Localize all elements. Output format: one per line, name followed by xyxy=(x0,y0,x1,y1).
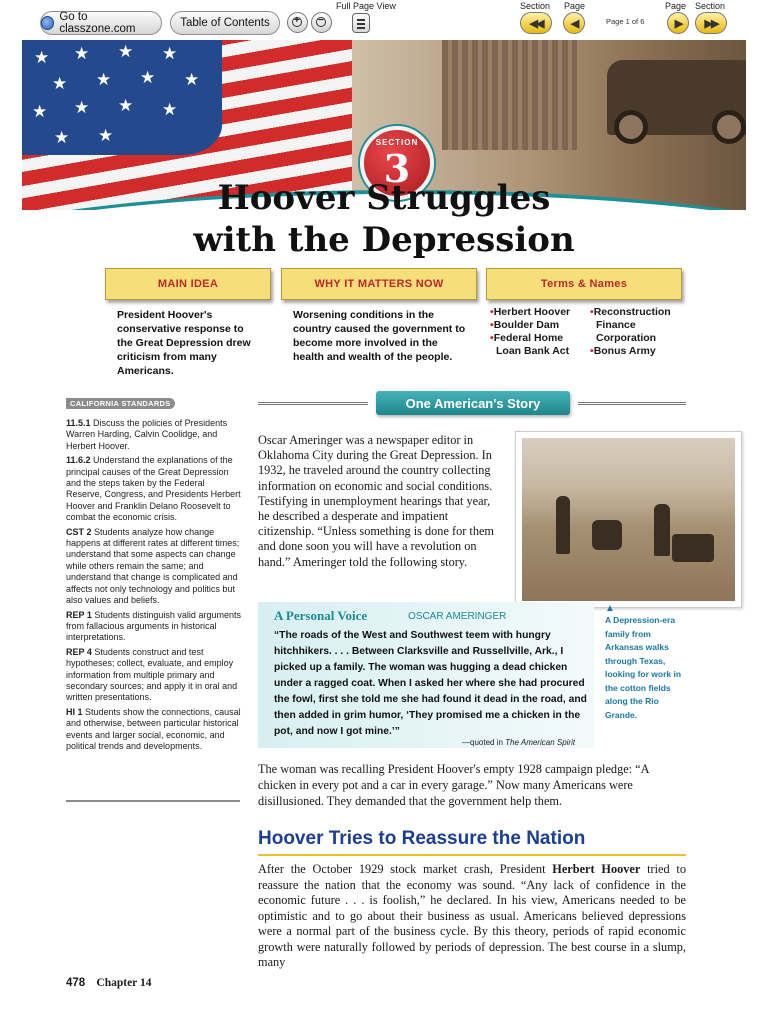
previous-section-button[interactable]: ◀◀ xyxy=(520,12,552,34)
page-indicator: Page 1 of 6 xyxy=(606,17,645,26)
personal-voice-quote: “The roads of the West and Southwest teem with hungry hitchhikers. . . . Between Clarksville and Russellville, Ark., I picked up a family. The woman was hugging a dead chicken under a ragged coat. When I asked her where she had procured the fowl, first she told me she had found it dead in the road, and then added in grim humor, ‘They promised me a chicken in the pot, and now I got mine.’” xyxy=(274,630,587,737)
full-page-view-label: Full Page View xyxy=(336,1,396,11)
main-idea-text: President Hoover's conservative response to the Great Depression drew criticism from many Americans. xyxy=(117,309,251,377)
divider xyxy=(258,402,368,405)
photo-caption: A Depression-era family from Arkansas walks through Texas, looking for work in the cotton fields along the Rio Grande. xyxy=(605,615,682,720)
page-number: 478 xyxy=(66,977,86,989)
why-it-matters-text: Worsening conditions in the country caused the government to become more involved in the health and wealth of the people. xyxy=(293,309,466,363)
term-item[interactable]: •Reconstruction Finance Corporation xyxy=(590,306,671,344)
caption-pointer-icon: ▲ xyxy=(605,603,615,614)
terms-and-names-label: Terms & Names xyxy=(486,268,682,300)
main-idea-label: MAIN IDEA xyxy=(105,268,271,300)
standard-item: CST 2 Students analyze how change happens at different rates at different times; understand that some aspects can change while others remain the same; and understand that change is complicated and affects not only technology and politics but also values and beliefs. xyxy=(66,526,240,606)
quote-attribution: —quoted in The American Spirit xyxy=(462,738,576,747)
go-to-classzone-button[interactable] xyxy=(40,11,162,35)
full-page-view-icon[interactable] xyxy=(352,13,370,33)
standard-item: 11.6.2 Understand the explanations of the principal causes of the Great Depression and the steps taken by the Federal Reserve, Congress, and Presidents Herbert Hoover and Franklin Delano Roosevelt to combat the economic crisis. xyxy=(66,455,241,523)
divider xyxy=(578,402,686,405)
table-of-contents-button[interactable] xyxy=(170,11,280,35)
california-standards-list xyxy=(66,418,242,755)
previous-page-button[interactable]: ◀ xyxy=(563,12,585,34)
section-badge: SECTION 3 xyxy=(360,126,434,200)
term-item[interactable]: •Bonus Army xyxy=(590,345,656,357)
section-heading: Hoover Tries to Reassure the Nation xyxy=(258,828,586,849)
term-item[interactable]: •Federal Home Loan Bank Act xyxy=(490,332,570,357)
standard-item: 11.5.1 Discuss the policies of Presidents Warren Harding, Calvin Coolidge, and Herbert Hoover. xyxy=(66,418,228,451)
divider xyxy=(66,800,240,802)
next-page-button[interactable]: ▶ xyxy=(667,12,689,34)
story-paragraph: Oscar Ameringer was a newspaper editor in Oklahoma City during the Great Depression. In 1932, he traveled around the country collecting information on economic and social conditions. Testifying in unemployment hearings that year, he described a desperate and impatient citizenship. “Unless something is done for them and done soon you will have a revolution on hand.” Ameringer told the following story. xyxy=(258,433,494,569)
section-number: 3 xyxy=(383,146,411,191)
standards-heading: CALIFORNIA STANDARDS xyxy=(66,398,175,409)
zoom-in-icon[interactable]: + xyxy=(287,12,308,33)
section-label-left: Section xyxy=(520,1,551,11)
american-flag-image: ★ ★ ★ ★ ★ ★ ★ ★ ★ ★ ★ ★ ★ ★ xyxy=(22,40,352,210)
zoom-out-icon[interactable]: − xyxy=(311,12,332,33)
personal-voice-source: OSCAR AMERINGER xyxy=(408,611,507,622)
why-it-matters-label: WHY IT MATTERS NOW xyxy=(281,268,477,300)
terms-list-1 xyxy=(490,306,588,358)
chapter-label: Chapter 14 xyxy=(96,977,152,989)
personal-voice-heading: A Personal Voice xyxy=(274,608,368,623)
term-item[interactable]: •Boulder Dam xyxy=(490,319,560,331)
personal-voice-box xyxy=(258,602,594,748)
page-title: Hoover Struggles with the Depression xyxy=(193,178,575,260)
one-americans-story-banner: One American's Story xyxy=(376,391,570,415)
hoover-paragraph: After the October 1929 stock market crash, President Herbert Hoover tried to reassure the nation that the economy was sound. “Any lack of confidence in the economic future . . . is foolish,” he declared. In his view, Americans needed to be optimistic and to go about their business as usual. Americans believed depressions were a normal part of the business cycle. By this theory, periods of rapid economic growth were naturally followed by periods of depression. The best course in a slump, many xyxy=(258,862,686,969)
section-label-right: Section xyxy=(695,1,726,11)
table-of-contents-label: Table of Contents xyxy=(180,17,270,29)
go-to-classzone-label: Go to classzone.com xyxy=(59,11,136,35)
depression-family-photo xyxy=(515,431,742,608)
page-footer xyxy=(66,977,151,989)
next-section-button[interactable]: ▶▶ xyxy=(695,12,727,34)
divider xyxy=(258,854,686,856)
standard-item: REP 4 Students construct and test hypotheses; collect, evaluate, and employ information from multiple primary and secondary sources; and apply it in oral and written presentations. xyxy=(66,646,238,703)
terms-list-2 xyxy=(590,306,685,358)
page-label-right: Page xyxy=(665,1,687,11)
standard-item: REP 1 Students distinguish valid arguments from fallacious arguments in historical interpretations. xyxy=(66,609,241,643)
term-link-herbert-hoover[interactable]: Herbert Hoover xyxy=(552,862,641,876)
viewer-toolbar xyxy=(0,0,768,42)
page-label-left: Page xyxy=(564,1,586,11)
campaign-pledge-paragraph: The woman was recalling President Hoover's empty 1928 campaign pledge: “A chicken in every pot and a car in every garage.” Now many Americans were disillusioned. They demanded that the government help them. xyxy=(258,762,649,808)
standard-item: HI 1 Students show the connections, causal and otherwise, between particular historical events and larger social, economic, and political trends and developments. xyxy=(66,706,241,751)
term-item[interactable]: •Herbert Hoover xyxy=(490,306,571,318)
globe-icon xyxy=(41,16,54,30)
